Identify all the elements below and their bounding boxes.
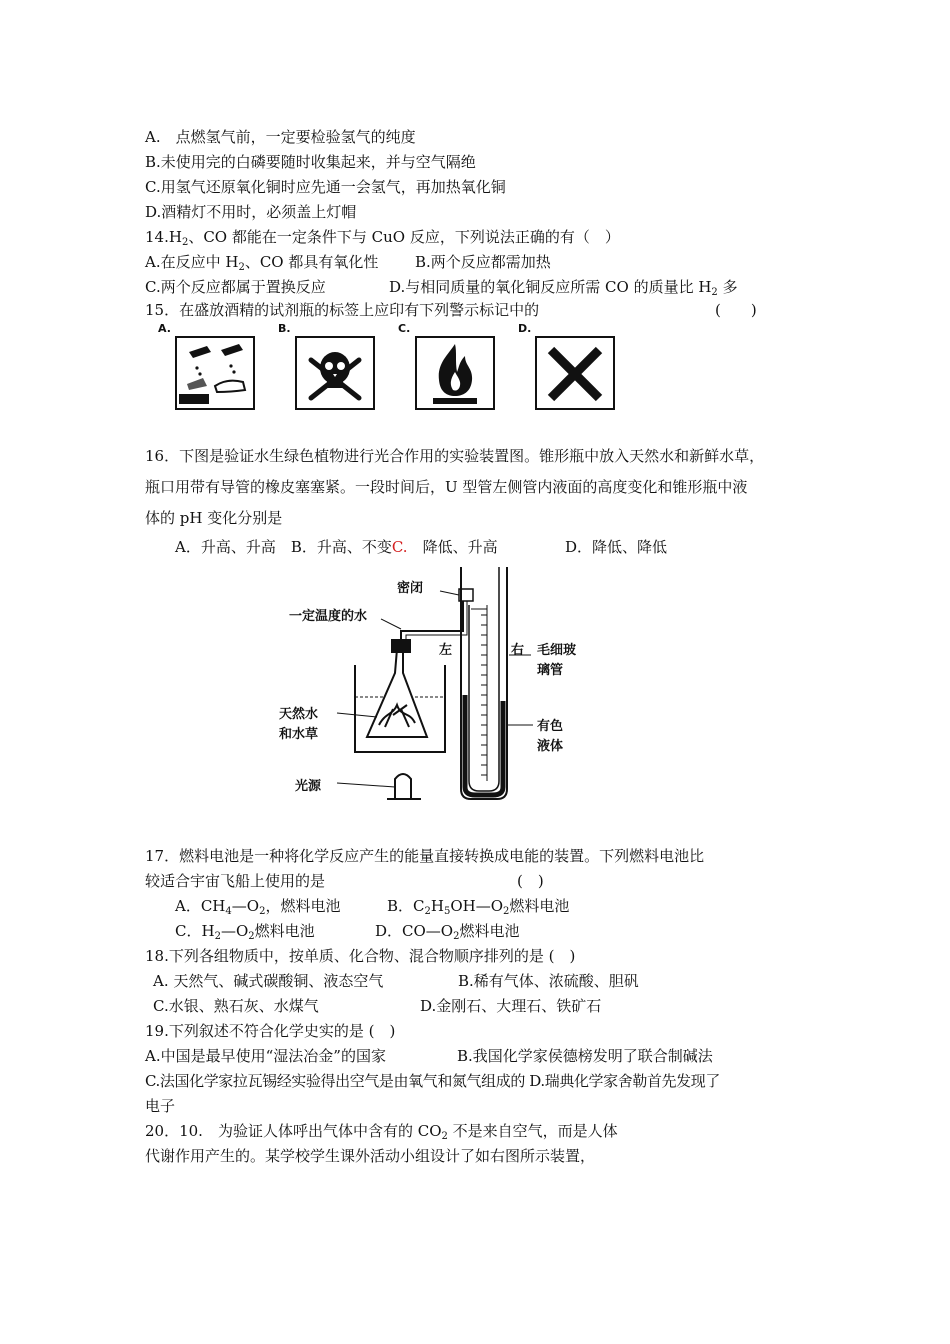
q14-option-c: C.两个反应都属于置换反应 xyxy=(145,278,326,296)
q18-options-cd xyxy=(153,996,602,1016)
q18-option-a: A. 天然气、碱式碳酸铜、液态空气 xyxy=(153,972,384,990)
label-capillary-2: 璃管 xyxy=(537,663,564,678)
q17-option-a: A．$CH_4—O_2$，燃料电池 xyxy=(175,897,341,917)
q13-option-c: C.用氢气还原氧化铜时应先通一会氢气，再加热氧化铜 xyxy=(145,178,506,196)
q20-line2: 代谢作用产生的。某学校学生课外活动小组设计了如右图所示装置， xyxy=(145,1147,596,1165)
q20-line1: 20．10. 为验证人体呼出气体中含有的 $CO_2$ 不是来自空气，而是人体 xyxy=(145,1122,618,1142)
q16-options xyxy=(175,537,668,557)
q16-option-c-label: C. xyxy=(391,538,408,556)
q18-option-c: C.水银、熟石灰、水煤气 xyxy=(153,997,319,1015)
q14-stem: $14.H_2$、CO 都能在一定条件下与 CuO 反应，下列说法正确的有（ ） xyxy=(145,228,620,248)
q17-paren: ( ) xyxy=(517,872,544,890)
label-natural-water-1: 天然水 xyxy=(279,707,319,722)
q13-option-d: D.酒精灯不用时，必须盖上灯帽 xyxy=(145,203,357,221)
q17-option-c: C．$H_2—O_2$燃料电池 xyxy=(175,922,315,942)
label-capillary-1: 毛细玻 xyxy=(537,643,577,658)
flammable-flame-icon xyxy=(415,336,495,410)
label-left: 左 xyxy=(439,643,453,658)
warning-signs xyxy=(150,322,620,414)
q13-option-a: A. 点燃氢气前，一定要检验氢气的纯度 xyxy=(145,128,416,146)
q14-option-b: B.两个反应都需加热 xyxy=(415,253,551,271)
q14-option-a: A.在反应中 $H_2$、CO 都具有氧化性 xyxy=(145,253,379,273)
q16-option-ab: A．升高、升高 B．升高、不变 xyxy=(175,538,392,556)
q16-line3: 体的 pH 变化分别是 xyxy=(145,509,283,527)
q18-option-d: D.金刚石、大理石、铁矿石 xyxy=(420,997,602,1015)
label-colored-liquid-1: 有色 xyxy=(537,719,564,734)
q19-options-ab xyxy=(145,1046,713,1066)
q14-options-ab xyxy=(145,252,551,273)
label-light-source: 光源 xyxy=(295,779,322,794)
q19-options-cd: C.法国化学家拉瓦锡经实验得出空气是由氧气和氮气组成的 D.瑞典化学家舍勒首先发现了 xyxy=(145,1072,720,1090)
q17-line2: 较适合宇宙飞船上使用的是 ( ) xyxy=(145,872,544,890)
q15-paren: ( ) xyxy=(715,301,757,319)
label-colored-liquid-2: 液体 xyxy=(537,739,564,754)
q17-option-d: D．$CO—O_2$燃料电池 xyxy=(375,922,520,942)
q18-option-b: B.稀有气体、浓硫酸、胆矾 xyxy=(458,972,639,990)
q19-stem: 19.下列叙述不符合化学史实的是 ( ) xyxy=(145,1022,396,1040)
photosynthesis-apparatus-diagram xyxy=(275,565,595,805)
q19-option-d-cont: 电子 xyxy=(145,1097,176,1115)
q18-options-ab xyxy=(153,971,639,991)
q16-line1: 16．下图是验证水生绿色植物进行光合作用的实验装置图。锥形瓶中放入天然水和新鲜水草， xyxy=(145,447,765,465)
sign-label-b: B. xyxy=(278,322,291,335)
q14-option-d: D.与相同质量的氧化铜反应所需 CO 的质量比 $H_2$ 多 xyxy=(389,278,738,298)
label-natural-water-2: 和水草 xyxy=(279,727,319,742)
sign-label-c: C. xyxy=(398,322,411,335)
label-warm-water: 一定温度的水 xyxy=(289,609,368,624)
q17-line1: 17．燃料电池是一种将化学反应产生的能量直接转换成电能的装置。下列燃料电池比 xyxy=(145,847,705,865)
q18-stem: 18.下列各组物质中，按单质、化合物、混合物顺序排列的是 ( ) xyxy=(145,947,576,965)
toxic-skull-icon xyxy=(295,336,375,410)
corrosive-icon xyxy=(175,336,255,410)
q15-stem: 15．在盛放酒精的试剂瓶的标签上应印有下列警示标记中的 ( ) xyxy=(145,301,757,319)
sign-label-d: D. xyxy=(518,322,532,335)
q19-option-a: A.中国是最早使用“湿法冶金”的国家 xyxy=(145,1047,386,1065)
q14-options-cd xyxy=(145,277,738,298)
q16-line2: 瓶口用带有导管的橡皮塞塞紧。一段时间后，U 型管左侧管内液面的高度变化和锥形瓶中液 xyxy=(145,478,748,496)
label-sealed: 密闭 xyxy=(397,581,424,596)
q19-option-b: B.我国化学家侯德榜发明了联合制碱法 xyxy=(457,1047,713,1065)
q17-options-ab xyxy=(175,896,570,917)
label-right: 右 xyxy=(511,643,525,658)
q16-option-c-text: 降低、升高 xyxy=(407,538,498,556)
q17-option-b: B．$C_2H_5OH—O_2$燃料电池 xyxy=(387,897,570,917)
q17-options-cd xyxy=(175,921,520,942)
cross-icon xyxy=(535,336,615,410)
sign-label-a: A. xyxy=(158,322,171,335)
q16-option-d: D．降低、降低 xyxy=(565,538,668,556)
q13-option-b: B.未使用完的白磷要随时收集起来，并与空气隔绝 xyxy=(145,153,476,171)
